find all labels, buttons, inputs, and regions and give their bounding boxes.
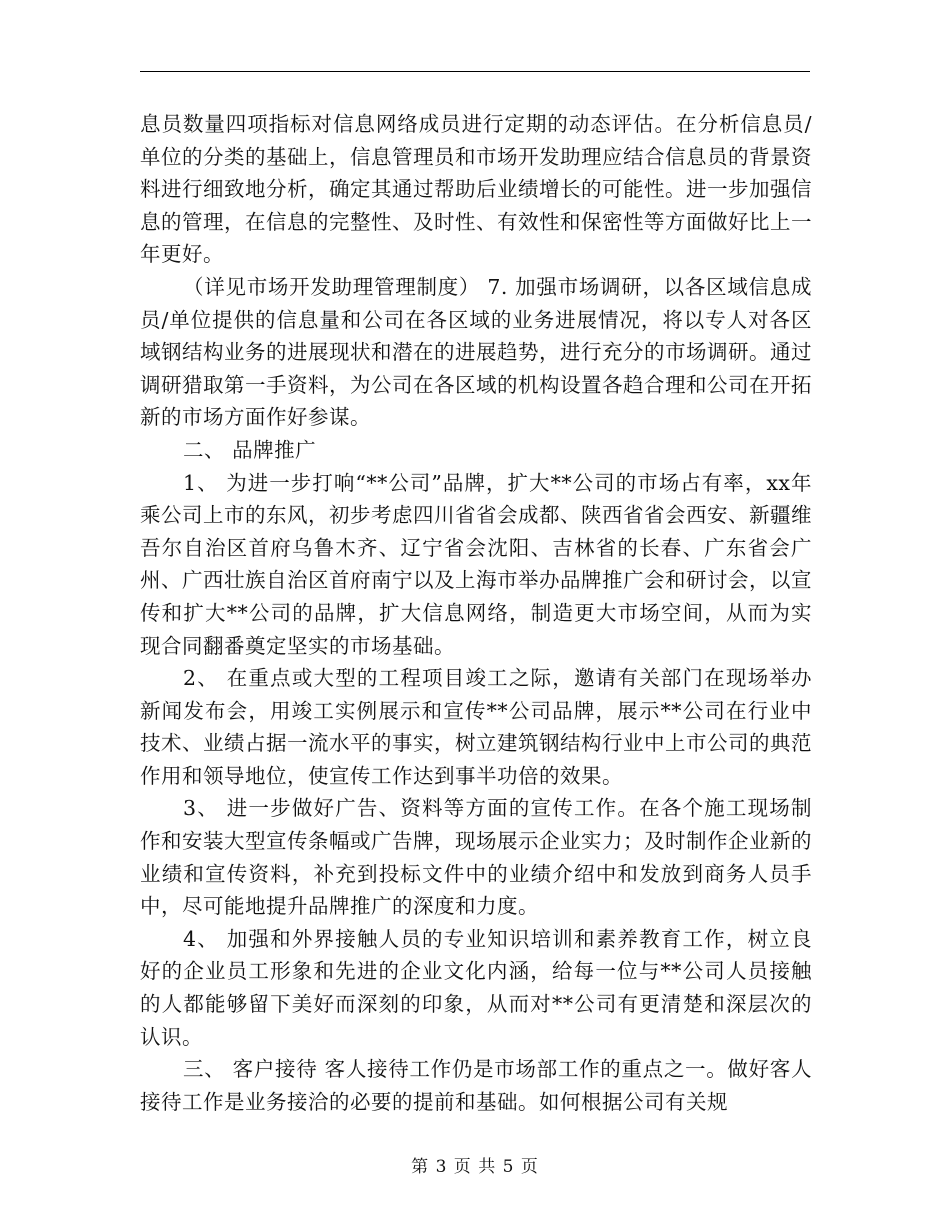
paragraph-2: （详见市场开发助理管理制度） 7. 加强市场调研，以各区域信息成员/单位提供的信息量和公司在各区域的业务进展情况，将以专人对各区域钢结构业务的进展现状和潜在的进展趋势，进行充分的市场调研。通过调研猎取第一手资料，为公司在各区域的机构设置各趋合理和公司在开拓新的市场方面作好参谋。 bbox=[140, 274, 812, 430]
paragraph-1: 息员数量四项指标对信息网络成员进行定期的动态评估。在分析信息员/单位的分类的基础上，信息管理员和市场开发助理应结合信息员的背景资料进行细致地分析，确定其通过帮助后业绩增长的可能性。进一步加强信息的管理，在信息的完整性、及时性、有效性和保密性等方面做好比上一年更好。 bbox=[140, 112, 812, 267]
paragraph-reception: 三、 客户接待 客人接待工作仍是市场部工作的重点之一。做好客人接待工作是业务接洽的必要的提前和基础。如何根据公司有关规 bbox=[140, 1057, 812, 1114]
paragraph-brand-1: 1、 为进一步打响“**公司”品牌，扩大**公司的市场占有率，xx年乘公司上市的东风，初步考虑四川省省会成都、陕西省省会西安、新疆维吾尔自治区首府乌鲁木齐、辽宁省会沈阳、吉林省的长春、广东省会广州、广西壮族自治区首府南宁以及上海市举办品牌推广会和研讨会，以宣传和扩大**公司的品牌，扩大信息网络，制造更大市场空间，从而为实现合同翻番奠定坚实的市场基础。 bbox=[140, 470, 812, 658]
paragraph-brand-4: 4、 加强和外界接触人员的专业知识培训和素养教育工作，树立良好的企业员工形象和先进的企业文化内涵，给每一位与**公司人员接触的人都能够留下美好而深刻的印象，从而对**公司有更清楚和深层次的认识。 bbox=[140, 926, 812, 1049]
paragraph-brand-3: 3、 进一步做好广告、资料等方面的宣传工作。在各个施工现场制作和安装大型宣传条幅或广告牌，现场展示企业实力；及时制作企业新的业绩和宣传资料，补充到投标文件中的业绩介绍中和发放到商务人员手中，尽可能地提升品牌推广的深度和力度。 bbox=[140, 796, 812, 919]
header-rule bbox=[140, 71, 810, 72]
page-number-footer: 第 3 页 共 5 页 bbox=[411, 1157, 539, 1177]
page-body bbox=[140, 108, 812, 1118]
section-heading-brand: 二、 品牌推广 bbox=[183, 437, 317, 462]
paragraph-brand-2: 2、 在重点或大型的工程项目竣工之际，邀请有关部门在现场举办新闻发布会，用竣工实例展示和宣传**公司品牌，展示**公司在行业中技术、业绩占据一流水平的事实，树立建筑钢结构行业中上市公司的典范作用和领导地位，使宣传工作达到事半功倍的效果。 bbox=[140, 666, 812, 788]
